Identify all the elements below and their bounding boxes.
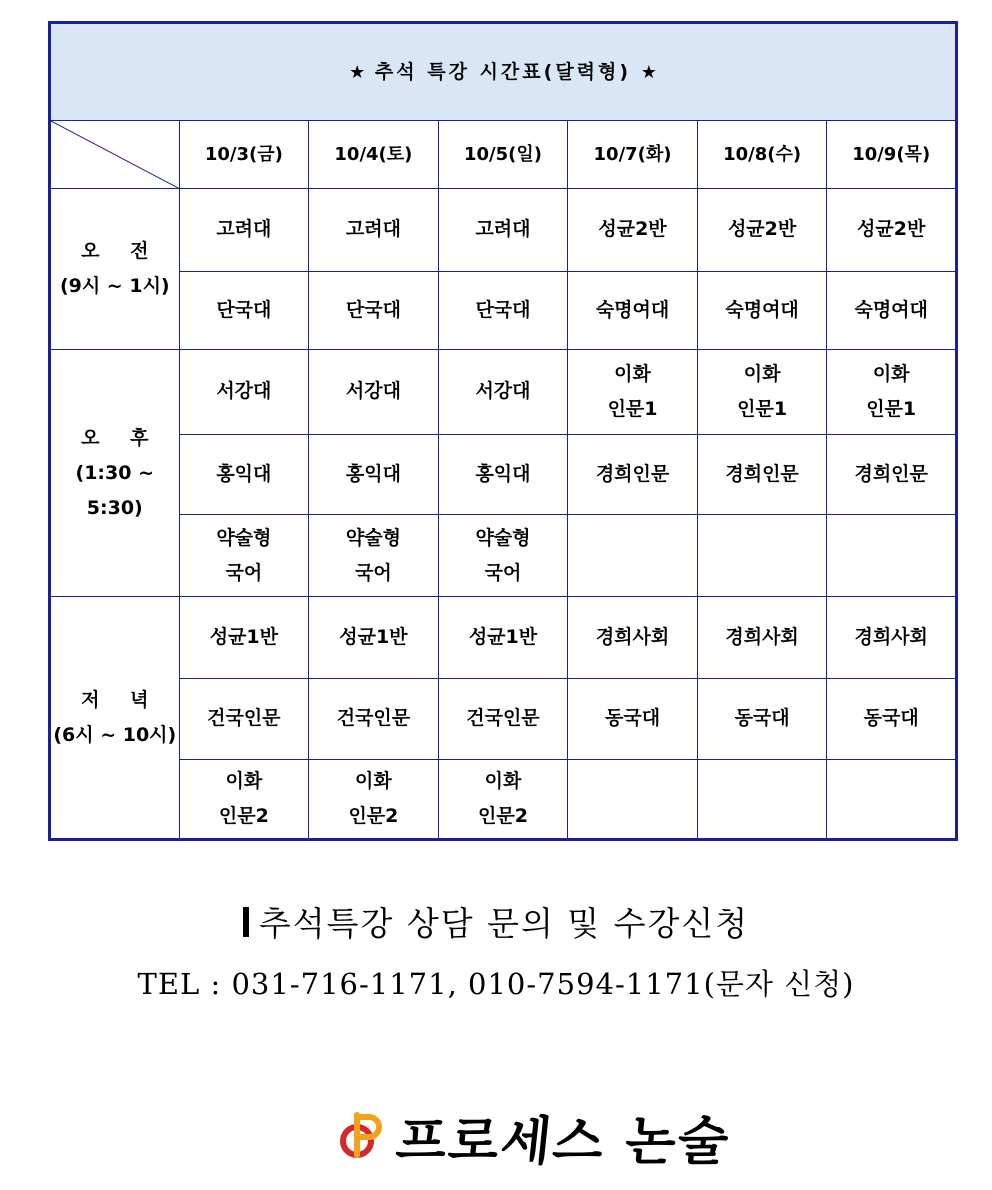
period-time: (6시 ~ 10시) <box>53 723 177 746</box>
class-line: 이화 <box>225 769 263 792</box>
date-header: 10/5(일) <box>438 121 568 189</box>
class-cell: 동국대 <box>827 678 957 759</box>
class-cell <box>179 515 309 597</box>
class-cell: 숙명여대 <box>697 271 827 349</box>
star-icon: ★ <box>349 61 366 83</box>
class-line: 인문1 <box>866 397 917 420</box>
contact-tel: TEL : 031-716-1171, 010-7594-1171(문자 신청) <box>137 967 855 1001</box>
class-cell: 단국대 <box>438 271 568 349</box>
class-cell: 고려대 <box>438 189 568 271</box>
class-cell: 경희사회 <box>827 597 957 678</box>
class-cell: 경희사회 <box>697 597 827 678</box>
class-cell <box>568 349 698 434</box>
class-cell: 성균2반 <box>568 189 698 271</box>
class-cell: 건국인문 <box>438 678 568 759</box>
class-cell <box>697 349 827 434</box>
class-cell <box>827 349 957 434</box>
class-cell <box>438 515 568 597</box>
class-line: 약술형 <box>216 526 272 549</box>
diagonal-line-icon <box>51 121 179 188</box>
class-line: 국어 <box>355 561 392 584</box>
class-line: 인문2 <box>478 804 528 827</box>
schedule-table <box>48 21 958 841</box>
period-name: 저 녁 <box>81 688 161 711</box>
class-cell: 단국대 <box>309 271 439 349</box>
class-cell: 단국대 <box>179 271 309 349</box>
period-time: (1:30 ~ 5:30) <box>75 461 155 519</box>
class-cell: 고려대 <box>309 189 439 271</box>
class-cell: 홍익대 <box>309 434 439 514</box>
class-line: 인문1 <box>607 397 658 420</box>
class-cell: 경희인문 <box>697 434 827 514</box>
empty-cell <box>827 759 957 839</box>
period-evening <box>50 597 180 840</box>
class-cell: 경희인문 <box>827 434 957 514</box>
brand-name: 프로세스 논술 <box>393 1110 734 1172</box>
class-line: 국어 <box>484 561 522 584</box>
class-cell <box>309 349 439 434</box>
class-cell <box>179 759 309 839</box>
empty-cell <box>697 515 827 597</box>
class-cell: 숙명여대 <box>568 271 698 349</box>
schedule-title <box>50 23 957 121</box>
class-line: 국어 <box>225 561 263 584</box>
period-afternoon <box>50 349 180 597</box>
period-morning <box>50 189 180 349</box>
class-cell: 건국인문 <box>179 678 309 759</box>
empty-cell <box>568 759 698 839</box>
period-time: (9시 ~ 1시) <box>59 275 170 298</box>
class-line: 서강대 <box>216 380 272 403</box>
period-name: 오 후 <box>81 426 161 449</box>
bullet-bar-icon <box>243 907 249 937</box>
contact-title <box>0 898 992 945</box>
class-cell <box>309 515 439 597</box>
date-header: 10/4(토) <box>309 121 439 189</box>
class-line: 약술형 <box>345 526 401 549</box>
date-header: 10/8(수) <box>697 121 827 189</box>
process-logo-icon <box>335 1109 389 1163</box>
class-cell <box>309 759 439 839</box>
class-cell: 경희사회 <box>568 597 698 678</box>
class-cell: 성균1반 <box>309 597 439 678</box>
class-cell: 경희인문 <box>568 434 698 514</box>
class-line: 서강대 <box>475 380 531 403</box>
class-cell: 동국대 <box>697 678 827 759</box>
contact-title-text: 추석특강 상담 문의 및 수강신청 <box>258 904 750 943</box>
class-line: 서강대 <box>345 380 401 403</box>
class-cell: 홍익대 <box>438 434 568 514</box>
class-line: 인문2 <box>218 804 269 827</box>
class-line: 인문2 <box>348 804 399 827</box>
class-line: 이화 <box>614 362 651 385</box>
class-cell: 고려대 <box>179 189 309 271</box>
class-line: 약술형 <box>475 526 531 549</box>
date-header: 10/3(금) <box>179 121 309 189</box>
class-line: 이화 <box>484 769 522 792</box>
empty-cell <box>568 515 698 597</box>
schedule-title-text: 추석 특강 시간표(달력형) <box>374 60 632 83</box>
class-cell <box>438 759 568 839</box>
empty-cell <box>827 515 957 597</box>
class-cell <box>179 349 309 434</box>
empty-cell <box>697 759 827 839</box>
class-cell: 숙명여대 <box>827 271 957 349</box>
class-line: 이화 <box>743 362 781 385</box>
period-name: 오 전 <box>81 240 161 263</box>
date-header: 10/9(목) <box>827 121 957 189</box>
brand-logo <box>335 1100 734 1172</box>
class-line: 인문1 <box>737 397 788 420</box>
date-header: 10/7(화) <box>568 121 698 189</box>
star-icon: ★ <box>640 61 657 83</box>
class-cell <box>438 349 568 434</box>
class-cell: 동국대 <box>568 678 698 759</box>
class-cell: 건국인문 <box>309 678 439 759</box>
class-line: 이화 <box>872 362 910 385</box>
class-cell: 홍익대 <box>179 434 309 514</box>
class-line: 이화 <box>355 769 392 792</box>
class-cell: 성균1반 <box>179 597 309 678</box>
class-cell: 성균1반 <box>438 597 568 678</box>
class-cell: 성균2반 <box>697 189 827 271</box>
corner-cell <box>50 121 180 189</box>
class-cell: 성균2반 <box>827 189 957 271</box>
